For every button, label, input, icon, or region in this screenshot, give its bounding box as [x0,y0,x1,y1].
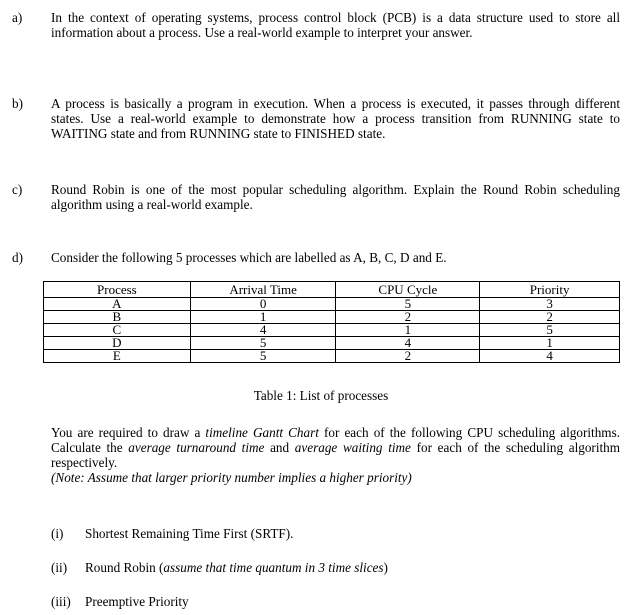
table-cell: 5 [190,350,336,363]
subitem-text: Preemptive Priority [85,594,189,609]
subitem-number: (iii) [51,594,71,609]
table-cell: 4 [336,337,480,350]
question-label: c) [12,182,23,197]
question-text: In the context of operating systems, process control block (PCB) is a data structure used to store all information about a process. Use a real-world example to interpret your answer. [51,10,620,40]
subitem-note: assume that time quantum in 3 time slices [163,560,384,575]
table-cell: 4 [190,324,336,337]
subitem-text: Shortest Remaining Time First (SRTF). [85,526,294,541]
subitem-number: (i) [51,526,64,541]
table-cell: 4 [480,350,620,363]
table-row [44,324,620,337]
instructions-note: (Note: Assume that larger priority number implies a higher priority) [51,470,412,485]
table-cell: D [44,337,191,350]
subitem-text: Round Robin ( [85,560,164,575]
table-cell: 5 [480,324,620,337]
column-header: Priority [480,282,620,298]
table-row [44,311,620,324]
subitem-preemptive-priority [51,594,189,609]
question-label: b) [12,96,23,111]
question-text: A process is basically a program in execution. When a process is executed, it passes through different states. Use a real-world example to demonstrate how a process transition from RUNNING state to WAITING state and from RUNNING state to FINISHED state. [51,96,620,141]
subitem-round-robin: (ii) Round Robin (assume that time quantum in 3 time slices) [51,560,388,575]
table-row [44,350,620,363]
table-row [44,298,620,311]
column-header: Process [44,282,191,298]
column-header: CPU Cycle [336,282,480,298]
table-cell: 1 [480,337,620,350]
column-header: Arrival Time [190,282,336,298]
table-cell: 2 [336,350,480,363]
table-cell: 2 [480,311,620,324]
table-cell: 5 [190,337,336,350]
table-cell: E [44,350,191,363]
question-label: a) [12,10,23,25]
table-cell: B [44,311,191,324]
table-cell: 5 [336,298,480,311]
question-text: Consider the following 5 processes which are labelled as A, B, C, D and E. [51,250,447,265]
question-label: d) [12,250,23,265]
table-cell: 3 [480,298,620,311]
subitem-number: (ii) [51,560,68,575]
table-cell: C [44,324,191,337]
subitem-srtf [51,526,293,541]
table-header-row [44,282,620,298]
table-caption: Table 1: List of processes [253,388,389,403]
table-row [44,337,620,350]
process-table [43,281,620,363]
table-cell: 0 [190,298,336,311]
question-text: Round Robin is one of the most popular scheduling algorithm. Explain the Round Robin scheduling algorithm using a real-world example. [51,182,620,212]
table-cell: 1 [336,324,480,337]
table-cell: 1 [190,311,336,324]
table-cell: A [44,298,191,311]
table-cell: 2 [336,311,480,324]
instructions-text: You are required to draw a timeline Gantt Chart for each of the following CPU scheduling algorithms. Calculate the average turnaround time and average waiting time for each of the scheduling algorithm respectively. (Note: Assume that larger priority number implies a higher priority) [51,425,621,485]
